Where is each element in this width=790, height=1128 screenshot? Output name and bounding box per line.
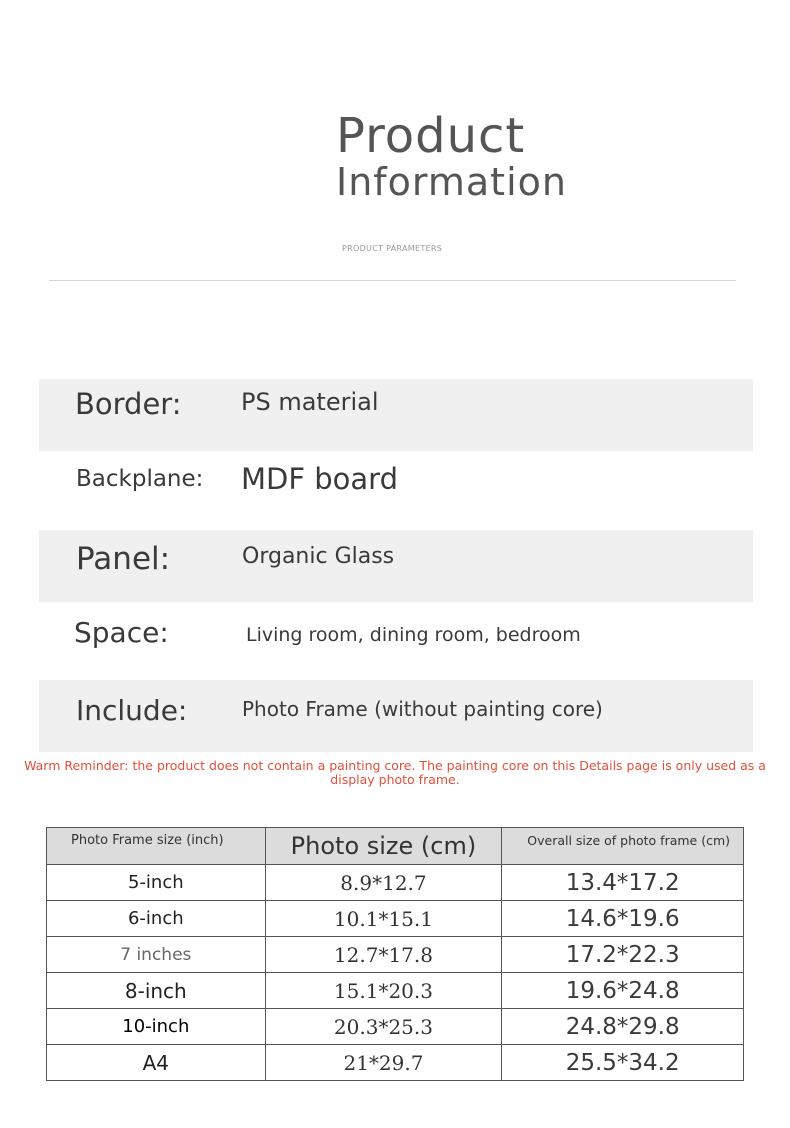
spec-row-include [39, 680, 753, 752]
spec-value: Photo Frame (without painting core) [242, 697, 603, 721]
table-cell: 19.6*24.8 [502, 973, 744, 1009]
column-header: Photo Frame size (inch) [47, 828, 266, 865]
spec-row-space [39, 602, 753, 674]
table-cell: A4 [47, 1045, 266, 1081]
table-cell: 12.7*17.8 [265, 937, 502, 973]
warm-reminder: Warm Reminder: the product does not contain a painting core. The painting core on this Details page is only used as a display photo frame. [24, 758, 766, 787]
table-cell: 6-inch [47, 901, 266, 937]
table-row [47, 1009, 744, 1045]
table-cell: 5-inch [47, 865, 266, 901]
table-cell: 10-inch [47, 1009, 266, 1045]
column-header: Overall size of photo frame (cm) [502, 828, 744, 865]
spec-row-panel [39, 530, 753, 602]
header-divider [49, 280, 736, 281]
spec-row-border [39, 379, 753, 451]
spec-label: Include: [76, 694, 188, 727]
table-cell: 8.9*12.7 [265, 865, 502, 901]
page-subtitle: PRODUCT PARAMETERS [342, 244, 443, 253]
table-cell: 15.1*20.3 [265, 973, 502, 1009]
table-header-row [47, 828, 744, 865]
spec-label: Backplane: [76, 466, 204, 492]
table-cell: 25.5*34.2 [502, 1045, 744, 1081]
table-cell: 21*29.7 [265, 1045, 502, 1081]
spec-row-backplane [39, 451, 753, 523]
size-table [46, 827, 744, 1081]
table-row [47, 937, 744, 973]
spec-label: Panel: [76, 541, 171, 577]
table-cell: 10.1*15.1 [265, 901, 502, 937]
column-header: Photo size (cm) [265, 828, 502, 865]
spec-value: Organic Glass [242, 544, 395, 569]
table-cell: 8-inch [47, 973, 266, 1009]
table-row [47, 1045, 744, 1081]
table-cell: 20.3*25.3 [265, 1009, 502, 1045]
spec-value: Living room, dining room, bedroom [246, 624, 581, 646]
table-row [47, 901, 744, 937]
table-cell: 24.8*29.8 [502, 1009, 744, 1045]
table-row [47, 973, 744, 1009]
table-cell: 17.2*22.3 [502, 937, 744, 973]
spec-value: PS material [241, 388, 379, 416]
table-row [47, 865, 744, 901]
table-cell: 13.4*17.2 [502, 865, 744, 901]
spec-value: MDF board [241, 462, 398, 496]
table-cell: 14.6*19.6 [502, 901, 744, 937]
spec-label: Space: [74, 616, 169, 649]
page-title-line2: Information [336, 160, 567, 204]
table-cell: 7 inches [47, 937, 266, 973]
spec-label: Border: [75, 387, 182, 421]
page-title: Product [336, 108, 526, 164]
